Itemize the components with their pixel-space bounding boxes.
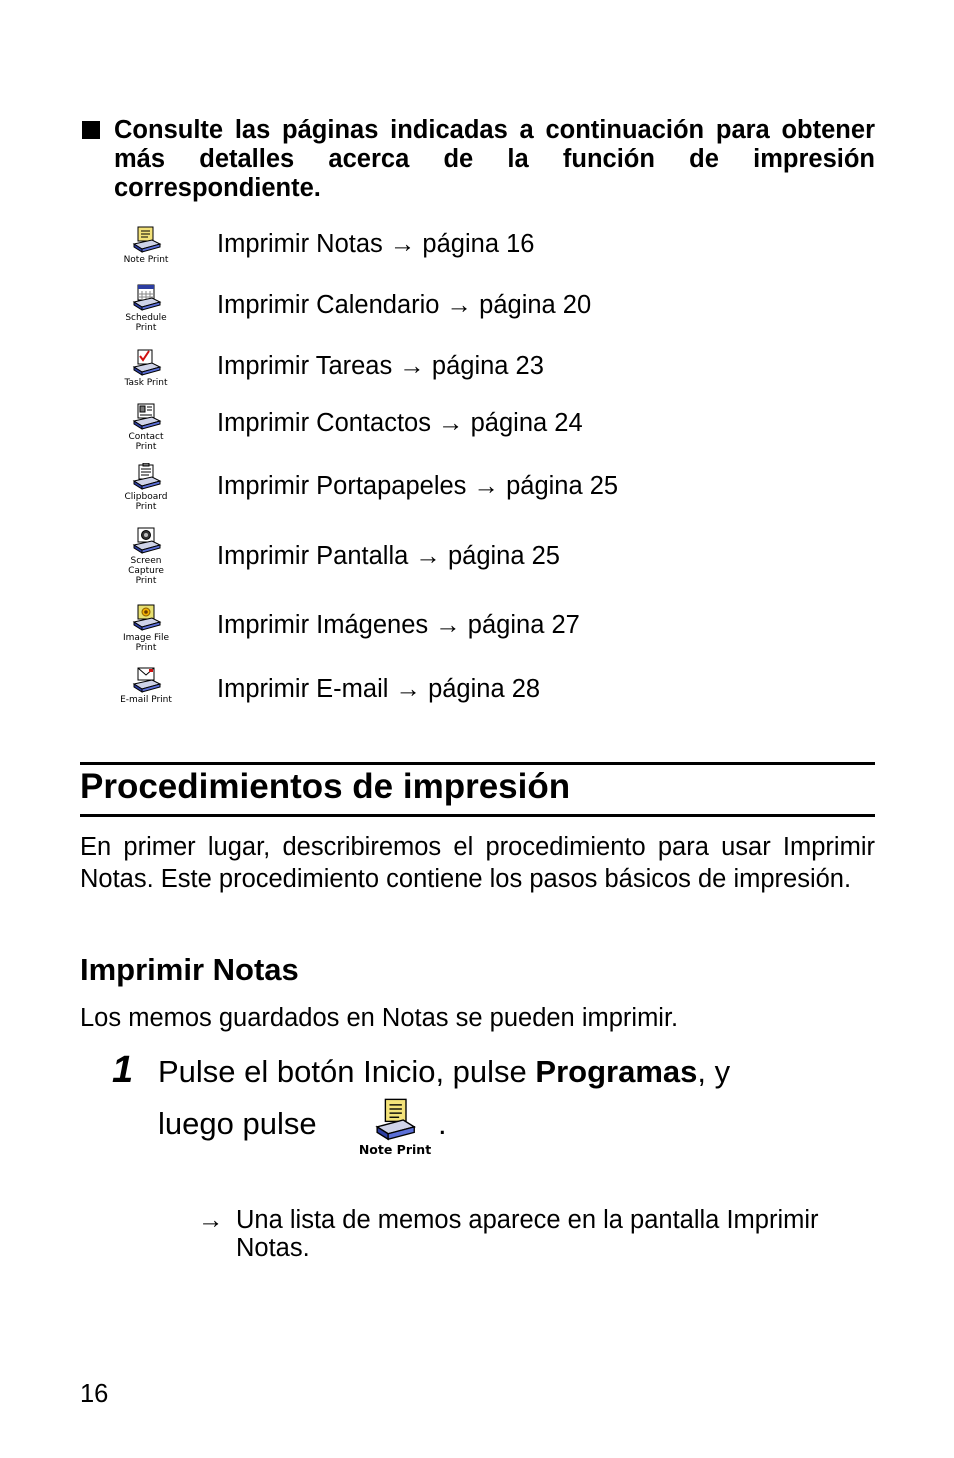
section-title: Procedimientos de impresión bbox=[80, 767, 571, 806]
image-file-print-icon: Image File Print bbox=[112, 604, 180, 653]
screen-capture-print-icon: Screen Capture Print bbox=[112, 527, 180, 586]
function-label: Imprimir Portapapeles → página 25 bbox=[217, 472, 619, 500]
email-print-icon: E-mail Print bbox=[112, 666, 180, 705]
step-period: . bbox=[438, 1106, 447, 1141]
subsection-description: Los memos guardados en Notas se pueden imprimir. bbox=[80, 1004, 679, 1032]
schedule-print-icon: Schedule Print bbox=[112, 284, 180, 333]
result-arrow-icon: → bbox=[198, 1206, 224, 1234]
section-paragraph: En primer lugar, describiremos el procedimiento para usar Imprimir Notas. Este procedimiento contiene los pasos básicos de impresión. bbox=[80, 833, 875, 893]
function-label: Imprimir E-mail → página 28 bbox=[217, 675, 541, 703]
note-print-button-icon: Note Print bbox=[352, 1098, 438, 1157]
subsection-title: Imprimir Notas bbox=[80, 952, 299, 987]
page-number: 16 bbox=[80, 1380, 109, 1408]
step-number: 1 bbox=[112, 1049, 134, 1091]
function-label: Imprimir Calendario → página 20 bbox=[217, 291, 592, 319]
note-print-icon: Note Print bbox=[112, 226, 180, 265]
programs-menu-name: Programas bbox=[535, 1054, 698, 1089]
function-label: Imprimir Notas → página 16 bbox=[217, 230, 535, 258]
function-label: Imprimir Contactos → página 24 bbox=[217, 409, 583, 437]
function-label: Imprimir Pantalla → página 25 bbox=[217, 542, 560, 570]
square-bullet-icon bbox=[82, 121, 100, 139]
intro-text: Consulte las páginas indicadas a continuación para obtener más detalles acerca de la función de impresión correspondiente. bbox=[114, 116, 875, 202]
task-print-icon: Task Print bbox=[112, 349, 180, 388]
contact-print-icon: Contact Print bbox=[112, 403, 180, 452]
result-text: Una lista de memos aparece en la pantalla Imprimir Notas. bbox=[236, 1206, 819, 1262]
function-label: Imprimir Tareas → página 23 bbox=[217, 352, 544, 380]
function-label: Imprimir Imágenes → página 27 bbox=[217, 611, 580, 639]
intro-note bbox=[80, 116, 875, 203]
step-instruction-line2: luego pulse bbox=[158, 1106, 317, 1141]
step-instruction-line1: Pulse el botón Inicio, pulse Programas, y bbox=[158, 1054, 731, 1089]
clipboard-print-icon: Clipboard Print bbox=[112, 463, 180, 512]
section-bottom-rule bbox=[80, 814, 875, 817]
